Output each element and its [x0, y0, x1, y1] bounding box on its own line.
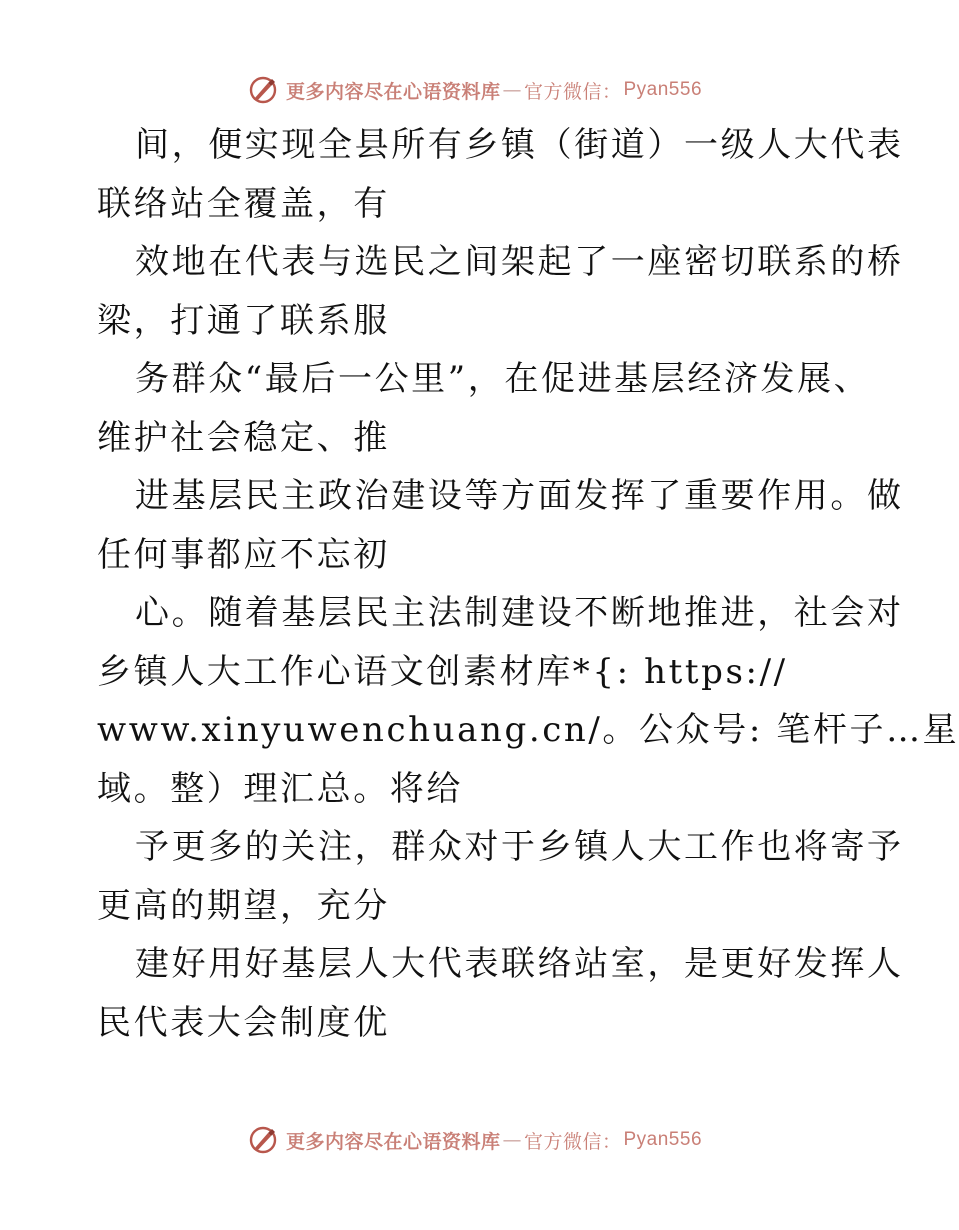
watermark-wechat-id: Pyan556 — [623, 79, 703, 100]
footer-watermark — [0, 1120, 950, 1160]
watermark-main-text: 更多内容尽在心语资料库 — [285, 1130, 501, 1153]
text-line: 乡镇人大工作心语文创素材库*{: https:// — [97, 651, 788, 692]
pen-logo-icon — [248, 1125, 278, 1155]
text-line: www.xinyuwenchuang.cn/。公众号: 笔杆子…星 — [97, 710, 959, 750]
watermark-dash: — — [502, 1129, 522, 1151]
watermark-dash: — — [502, 79, 522, 101]
text-line: 间，便实现全县所有乡镇（街道）一级人大代表 — [135, 125, 904, 165]
text-line: 心。随着基层民主法制建设不断地推进，社会对 — [135, 593, 904, 633]
watermark-sub-text: 官方微信： — [523, 80, 622, 103]
watermark-sub-text: 官方微信： — [523, 1130, 622, 1153]
text-line: 务群众“最后一公里”，在促进基层经济发展、 — [135, 359, 871, 399]
text-line: 予更多的关注，群众对于乡镇人大工作也将寄予 — [135, 827, 904, 867]
text-line: 梁，打通了联系服 — [97, 300, 390, 341]
watermark-main-text: 更多内容尽在心语资料库 — [285, 80, 501, 103]
pen-logo-icon — [248, 75, 278, 105]
text-line: 更高的期望，充分 — [97, 885, 390, 926]
text-line: 联络站全覆盖，有 — [97, 183, 390, 224]
body-text — [97, 116, 959, 1052]
header-watermark — [0, 70, 950, 110]
text-line: 民代表大会制度优 — [97, 1002, 390, 1043]
text-line: 建好用好基层人大代表联络站室，是更好发挥人 — [135, 944, 904, 984]
text-line: 维护社会稳定、推 — [97, 417, 390, 458]
text-line: 进基层民主政治建设等方面发挥了重要作用。做 — [135, 476, 904, 516]
text-line: 效地在代表与选民之间架起了一座密切联系的桥 — [135, 242, 904, 282]
text-line: 任何事都应不忘初 — [97, 534, 390, 575]
watermark-wechat-id: Pyan556 — [623, 1129, 703, 1150]
text-line: 域。整）理汇总。将给 — [97, 768, 463, 809]
